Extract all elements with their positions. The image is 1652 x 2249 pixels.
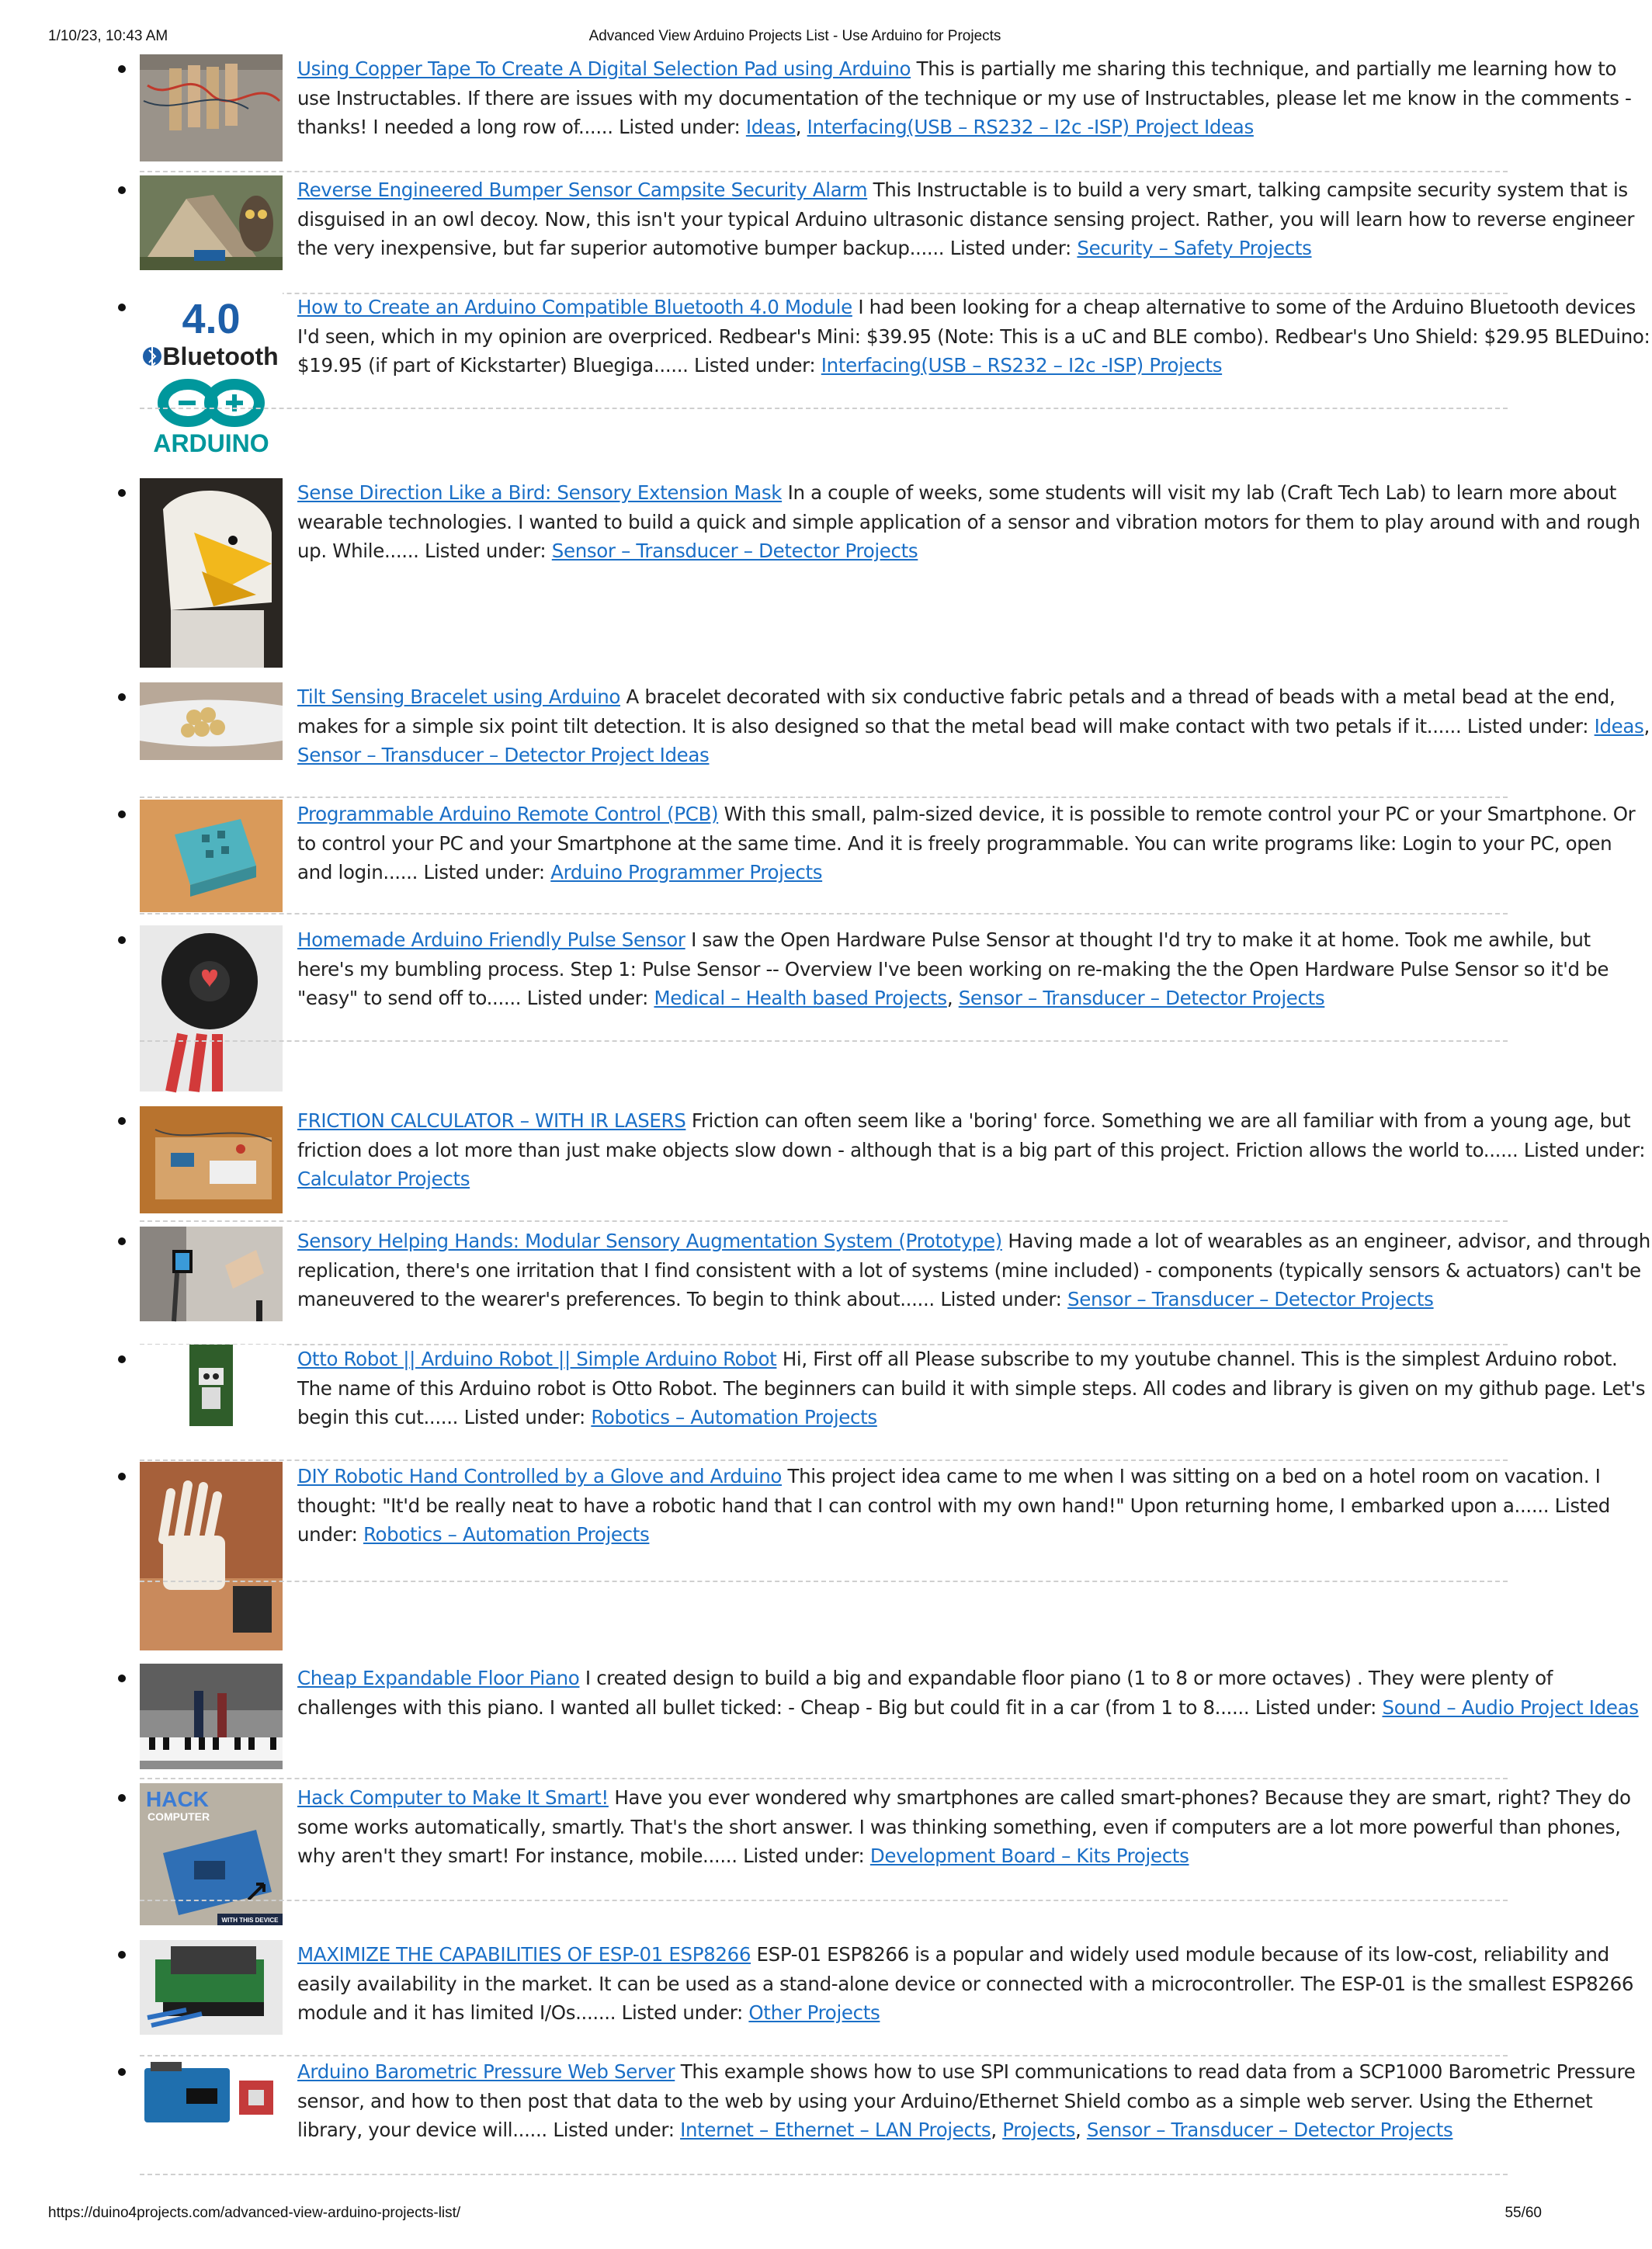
project-thumbnail[interactable] <box>140 1106 283 1213</box>
bullet-icon <box>118 1117 126 1125</box>
bullet-icon <box>118 1951 126 1959</box>
category-link[interactable]: Robotics – Automation Projects <box>591 1406 877 1428</box>
listed-under-label: Listed under: <box>1466 714 1589 738</box>
bullet-icon <box>118 1794 126 1802</box>
project-description: Have you ever wondered why smartphones are called smart-phones? Because they are smart, right? They do some works automatically, smartly. That's the short answer. I was thinking something, even if computers are a lot more powerful than phones, why aren't they smart! For instance, mobile...... <box>297 1786 1631 1867</box>
bullet-icon <box>118 65 126 73</box>
pulse-sensor-photo-icon <box>140 925 283 1092</box>
tilt-bracelet-photo-icon <box>140 682 283 760</box>
project-thumbnail[interactable] <box>140 478 283 668</box>
bullet-icon <box>118 304 126 311</box>
category-link[interactable]: Interfacing(USB – RS232 – I2c -ISP) Projects <box>821 354 1223 377</box>
barometric-server-photo-icon <box>140 2057 283 2135</box>
bird-mask-photo-icon <box>140 478 283 668</box>
project-title-link[interactable]: Sensory Helping Hands: Modular Sensory Augmentation System (Prototype) <box>297 1230 1002 1252</box>
robotic-hand-photo-icon <box>140 1462 283 1650</box>
project-title-link[interactable]: Otto Robot || Arduino Robot || Simple Arduino Robot <box>297 1348 777 1370</box>
listed-under-label: Listed under: <box>526 987 648 1009</box>
entry-divider <box>140 1778 1508 1779</box>
entry-text: Tilt Sensing Bracelet using Arduino A bracelet decorated with six conductive fabric petals and a thread of beads with a metal bead at the end, makes for a simple six point tilt detection. It is also designed so that the metal bead will make contact with two petals if it...... Listed under: Ideas, Sensor – Transducer – Detector Project Ideas <box>297 685 1650 766</box>
entry-divider <box>140 1040 1508 1042</box>
thumb-caption-text: WITH THIS DEVICE <box>221 1917 279 1924</box>
listed-under-label: Listed under: <box>621 2001 743 2024</box>
category-link[interactable]: Interfacing(USB – RS232 – I2c -ISP) Project Ideas <box>807 116 1254 138</box>
project-thumbnail[interactable] <box>140 293 283 460</box>
sensory-hands-photo-icon <box>140 1227 283 1321</box>
bullet-icon <box>118 186 126 194</box>
print-footer <box>0 2205 1590 2236</box>
owl-campsite-photo-icon <box>140 175 283 270</box>
entry-divider <box>140 1581 1508 1582</box>
remote-control-photo-icon <box>140 800 283 912</box>
project-thumbnail[interactable] <box>140 800 283 912</box>
thumb-version-text: 4.0 <box>182 296 241 342</box>
project-thumbnail[interactable] <box>140 1462 283 1650</box>
floor-piano-photo-icon <box>140 1664 283 1769</box>
listed-under-label: Listed under: <box>463 1406 585 1428</box>
listed-under-label: Listed under: <box>297 1494 1610 1546</box>
entry-divider <box>140 1459 1508 1461</box>
entry-text <box>297 1227 1652 1314</box>
project-title-link[interactable]: Cheap Expandable Floor Piano <box>297 1667 580 1689</box>
bullet-icon <box>118 810 126 818</box>
entry-text <box>297 1462 1652 1550</box>
print-page-title: Advanced View Arduino Projects List - Use Arduino for Projects <box>588 28 1001 44</box>
page-number: 55/60 <box>1504 2205 1542 2221</box>
project-description: I created design to build a big and expandable floor piano (1 to 8 or more octaves) . They were plenty of challenges with this piano. I wanted all bullet ticked: - Cheap - Big but could fit in a car (from 1 to 8...... <box>297 1667 1553 1719</box>
project-title-link[interactable]: Hack Computer to Make It Smart! <box>297 1786 609 1809</box>
print-url: https://duino4projects.com/advanced-view-arduino-projects-list/ <box>48 2205 461 2221</box>
project-thumbnail[interactable] <box>140 1783 283 1925</box>
project-thumbnail[interactable] <box>140 1664 283 1769</box>
project-description: I saw the Open Hardware Pulse Sensor at thought I'd try to make it at home. Took me awhile, but here's my bumbling process. Step 1: Pulse Sensor -- Overview I've been working on re-making the the Open Hardware Pulse Sensor so it'd be "easy" to send off to...... <box>297 928 1609 1009</box>
listed-under-label: Listed under: <box>553 2119 675 2141</box>
project-thumbnail[interactable] <box>140 2057 283 2135</box>
entry-divider <box>140 2055 1508 2056</box>
entry-divider <box>140 2174 1508 2175</box>
listed-under-label: Listed under: <box>1255 1695 1377 1719</box>
category-link[interactable]: Projects <box>1002 2119 1075 2141</box>
entry-text <box>297 175 1652 263</box>
thumb-hack-text: HACK <box>146 1787 209 1811</box>
entry-text <box>297 478 1652 566</box>
entry-text <box>297 293 1652 380</box>
listed-under-label: Listed under: <box>619 116 741 138</box>
project-thumbnail[interactable] <box>140 54 283 161</box>
bullet-icon <box>118 936 126 944</box>
entry-divider <box>140 913 1508 915</box>
project-title-link[interactable]: Reverse Engineered Bumper Sensor Campsite Security Alarm <box>297 179 868 201</box>
project-thumbnail[interactable] <box>140 682 283 760</box>
otto-robot-photo-icon <box>140 1345 283 1426</box>
bullet-icon <box>118 489 126 497</box>
project-description: This project idea came to me when I was sitting on a bed on a hotel room on vacation. I thought: "It'd be really neat to have a robotic hand that I can control with my own hand!" Upon returning home, I embarked upon a...... <box>297 1465 1601 1517</box>
project-title-link[interactable]: Homemade Arduino Friendly Pulse Sensor <box>297 928 685 951</box>
project-description: A bracelet decorated with six conductive fabric petals and a thread of beads with a metal bead at the end, makes for a simple six point tilt detection. It is also designed so that the metal bead will make contact with two petals if it...... <box>297 685 1616 738</box>
entry-text: Homemade Arduino Friendly Pulse Sensor I saw the Open Hardware Pulse Sensor at thought I'd try to make it at home. Took me awhile, but here's my bumbling process. Step 1: Pulse Sensor -- Overview I've been working on re-making the the Open Hardware Pulse Sensor so it'd be "easy" to send off to...... Listed under: Medical – Health based Projects, Sensor – Transducer – Detector Projects <box>297 928 1609 1009</box>
listed-under-label: Listed under: <box>425 540 547 562</box>
project-description: I had been looking for a cheap alternative to some of the Arduino Bluetooth devices I'd seen, which in my opinion are overpriced. Redbear's Mini: $39.95 (Note: This is a uC and BLE combo). Redbear's Uno Shield: $29.95 BLEDuino: $19.95 (if part of Kickstarter) Bluegiga...... <box>297 296 1650 377</box>
project-description: Having made a lot of wearables as an engineer, advisor, and through replication, there's one irritation that I find consistent with a lot of systems (mine included) - components (typically sensors & actuators) can't be maneuvered to the wearer's preferences. To begin to think about...... <box>297 1230 1650 1310</box>
category-link[interactable]: Calculator Projects <box>297 1168 470 1190</box>
entry-text <box>297 1664 1652 1722</box>
project-title-link[interactable]: Sense Direction Like a Bird: Sensory Extension Mask <box>297 481 783 504</box>
project-title-link[interactable]: How to Create an Arduino Compatible Bluetooth 4.0 Module <box>297 296 852 318</box>
project-description: This Instructable is to build a very smart, talking campsite security system that is disguised in an owl decoy. Now, this isn't your typical Arduino ultrasonic distance sensing project. Rather, you will learn how to reverse engineer the very inexpensive, but far superior automotive bumper backup...... <box>297 179 1635 259</box>
bullet-icon <box>118 1473 126 1480</box>
category-link[interactable]: Ideas <box>1594 714 1644 738</box>
project-description: Hi, First off all Please subscribe to my youtube channel. This is the simplest Arduino robot. The name of this Arduino robot is Otto Robot. The beginners can build it with simple steps. All codes and library is given on my github page. Let's begin this cut...... <box>297 1348 1646 1428</box>
entry-text <box>297 1106 1652 1194</box>
project-title-link[interactable]: Tilt Sensing Bracelet using Arduino <box>297 685 621 708</box>
project-title-link[interactable]: Using Copper Tape To Create A Digital Selection Pad using Arduino <box>297 57 911 80</box>
hack-computer-photo-icon <box>140 1783 283 1925</box>
category-link[interactable]: Robotics – Automation Projects <box>363 1523 650 1546</box>
listed-under-label: Listed under: <box>423 861 545 883</box>
project-thumbnail[interactable] <box>140 1345 283 1426</box>
bullet-icon <box>118 2068 126 2076</box>
entry-text: Using Copper Tape To Create A Digital Selection Pad using Arduino This is partially me sharing this technique, and partially me learning how to use Instructables. If there are issues with my documentation of the technique or my use of Instructables, please let me know in the comments - thanks! I needed a long row of...... Listed under: Ideas, Interfacing(USB – RS232 – I2c -ISP) Project Ideas <box>297 57 1632 138</box>
entry-text: Arduino Barometric Pressure Web Server This example shows how to use SPI communications to read data from a SCP1000 Barometric Pressure sensor, and how to then post that data to the web by using your Arduino/Ethernet Shield combo as a simple web server. Using the Ethernet library, your device will...... Listed under: Internet – Ethernet – LAN Projects, Projects, Sensor – Transducer – Detector Projects <box>297 2060 1636 2141</box>
project-description: Friction can often seem like a 'boring' force. Something we are all familiar with from a young age, but friction does a lot more than just make objects slow down - although that is a big part of this project. Friction allows the world to...... <box>297 1109 1631 1161</box>
copper-pad-photo-icon <box>140 54 283 161</box>
project-description: In a couple of weeks, some students will visit my lab (Craft Tech Lab) to learn more about wearable technologies. I wanted to build a quick and simple application of a sensor and vibration motors for them to play around with and rough up. While...... <box>297 481 1640 562</box>
category-link[interactable]: Sound – Audio Project Ideas <box>1382 1695 1639 1719</box>
entry-divider <box>140 1220 1508 1222</box>
listed-under-label: Listed under: <box>743 1845 865 1867</box>
category-link[interactable]: Other Projects <box>748 2001 880 2024</box>
category-link[interactable]: Sensor – Transducer – Detector Projects <box>958 987 1325 1009</box>
entry-text <box>297 1345 1652 1432</box>
entry-divider <box>140 797 1508 798</box>
category-link[interactable]: Internet – Ethernet – LAN Projects <box>680 2119 991 2141</box>
project-thumbnail[interactable] <box>140 175 283 270</box>
listed-under-label: Listed under: <box>949 237 1071 259</box>
esp8266-photo-icon <box>140 1940 283 2035</box>
category-link[interactable]: Ideas <box>745 116 796 138</box>
entry-divider <box>140 171 1508 172</box>
thumb-brand-text: Bluetooth <box>162 342 279 370</box>
project-description: With this small, palm-sized device, it is possible to remote control your PC or your Smartphone. Or to control your PC and your Smartphone at the same time. And it is freely programmable. You can write programs like: Login to your PC, open and login...... <box>297 803 1636 883</box>
category-link[interactable]: Development Board – Kits Projects <box>869 1845 1189 1867</box>
entry-text <box>297 800 1652 887</box>
thumb-logo-text: ARDUINO <box>153 429 269 457</box>
entry-text <box>297 1783 1652 1871</box>
bullet-icon <box>118 693 126 701</box>
listed-under-label: Listed under: <box>1523 1138 1646 1161</box>
listed-under-label: Listed under: <box>940 1288 1062 1310</box>
project-title-link[interactable]: Programmable Arduino Remote Control (PCB) <box>297 803 719 825</box>
print-datetime: 1/10/23, 10:43 AM <box>48 28 168 44</box>
entry-text <box>297 1940 1652 2028</box>
project-description: ESP-01 ESP8266 is a popular and widely used module because of its low-cost, reliability and easily availability in the market. It can be used as a stand-alone device or connected with a microcontroller. The ESP-01 is the smallest ESP8266 module and it has limited I/Os....... <box>297 1943 1634 2024</box>
print-header <box>0 0 1590 62</box>
category-link[interactable]: Sensor – Transducer – Detector Project Ideas <box>297 744 710 766</box>
project-description: This example shows how to use SPI communications to read data from a SCP1000 Barometric Pressure sensor, and how to then post that data to the web by using your Arduino/Ethernet Shield combo as a simple web server. Using the Ethernet library, your device will...... <box>297 2060 1636 2141</box>
project-title-link[interactable]: FRICTION CALCULATOR – WITH IR LASERS <box>297 1109 686 1132</box>
project-thumbnail[interactable] <box>140 1940 283 2035</box>
project-thumbnail[interactable] <box>140 1227 283 1321</box>
friction-calculator-photo-icon <box>140 1106 283 1213</box>
project-description: This is partially me sharing this technique, and partially me learning how to use Instructables. If there are issues with my documentation of the technique or my use of Instructables, please let me know in the comments - thanks! I needed a long row of...... <box>297 57 1632 138</box>
bullet-icon <box>118 1675 126 1682</box>
thumb-computer-text: COMPUTER <box>148 1810 210 1823</box>
category-link[interactable]: Sensor – Transducer – Detector Projects <box>1086 2119 1453 2141</box>
project-title-link[interactable]: DIY Robotic Hand Controlled by a Glove and Arduino <box>297 1465 783 1487</box>
entry-divider <box>140 1900 1508 1901</box>
project-title-link[interactable]: MAXIMIZE THE CAPABILITIES OF ESP-01 ESP8266 <box>297 1943 751 1966</box>
listed-under-label: Listed under: <box>694 354 816 377</box>
category-link[interactable]: Security – Safety Projects <box>1077 237 1312 259</box>
bullet-icon <box>118 1237 126 1245</box>
bluetooth-arduino-logo-icon <box>140 293 283 460</box>
category-link[interactable]: Arduino Programmer Projects <box>550 861 823 883</box>
entry-divider <box>140 408 1508 409</box>
project-thumbnail[interactable] <box>140 925 283 1092</box>
category-link[interactable]: Sensor – Transducer – Detector Projects <box>1067 1288 1434 1310</box>
category-link[interactable]: Sensor – Transducer – Detector Projects <box>551 540 918 562</box>
category-link[interactable]: Medical – Health based Projects <box>654 987 947 1009</box>
project-title-link[interactable]: Arduino Barometric Pressure Web Server <box>297 2060 675 2083</box>
bullet-icon <box>118 1355 126 1363</box>
